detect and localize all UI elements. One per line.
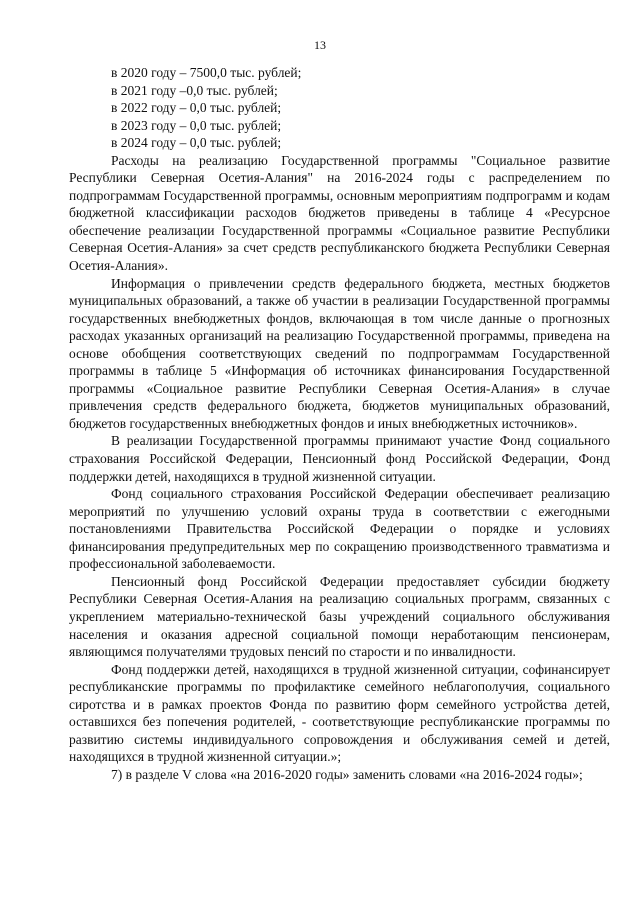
paragraph-participants: В реализации Государственной программы принимают участие Фонд социального страхования Российской Федерации, Пенсионный фонд Российской Федерации, Фонд поддержки детей, находящихся в трудной жизненной ситуации. bbox=[69, 433, 610, 484]
budget-line-2020: в 2020 году – 7500,0 тыс. рублей; bbox=[111, 65, 302, 80]
document-body bbox=[69, 64, 610, 783]
paragraph-children-support-fund: Фонд поддержки детей, находящихся в трудной жизненной ситуации, софинансирует республиканские программы по профилактике семейного неблагополучия, социального сиротства и в рамках проектов Фонда по развитию форм семейного устройства детей, оставшихся без попечения родителей, - соответствующие республиканские программы по развитию системы индивидуального сопровождения и обслуживания семей и детей, находящихся в трудной жизненной ситуации.»; bbox=[69, 661, 610, 765]
paragraph-pension-fund: Пенсионный фонд Российской Федерации предоставляет субсидии бюджету Республики Северная Осетия-Алания на реализацию социальных программ, связанных с укреплением материально-технической базы учреждений социального обслуживания населения и оказания адресной социальной помощи неработающим пенсионерам, являющимся получателями трудовых пенсий по старости и по инвалидности. bbox=[69, 573, 610, 660]
budget-line-2021: в 2021 году –0,0 тыс. рублей; bbox=[111, 82, 278, 98]
budget-line-2023: в 2023 году – 0,0 тыс. рублей; bbox=[111, 117, 282, 133]
budget-line-2022: в 2022 году – 0,0 тыс. рублей; bbox=[111, 100, 282, 116]
paragraph-funding-sources: Информация о привлечении средств федерального бюджета, местных бюджетов муниципальных образований, а также об участии в реализации Государственной программы государственных внебюджетных фондов, включающая в том числе данные о прогнозных расходах указанных организаций на реализацию Государственной программы, приведена на основе обобщения соответствующих сведений по подпрограммам Государственной программы в таблице 5 «Информация об источниках финансирования Государственной программы «Социальное развитие Республики Северная Осетия-Алания» в случае привлечения средств федерального бюджета, бюджетов муниципальных образований, бюджетов государственных внебюджетных фондов и иных внебюджетных источников». bbox=[69, 275, 610, 431]
page-number: 13 bbox=[314, 38, 326, 52]
paragraph-social-insurance-fund: Фонд социального страхования Российской Федерации обеспечивает реализацию мероприятий по улучшению условий охраны труда в соответствии с ежегодными постановлениями Правительства Российской Федерации о порядке и условиях финансирования предупредительных мер по сокращению производственного травматизма и профессиональной заболеваемости. bbox=[69, 486, 610, 572]
budget-line-2024: в 2024 году – 0,0 тыс. рублей; bbox=[111, 135, 282, 151]
paragraph-expenses: Расходы на реализацию Государственной программы "Социальное развитие Республики Северная Осетия-Алания" на 2016-2024 годы с распределением по подпрограммам Государственной программы, основным мероприятиям подпрограмм и кодам бюджетной классификации расходов бюджетов приведены в таблице 4 «Ресурсное обеспечение реализации Государственной программы «Социальное развитие Республики Северная Осетия-Алания» за счет средств республиканского бюджета Республики Северная Осетия-Алания». bbox=[69, 152, 610, 274]
paragraph-section-v-amendment: 7) в разделе V слова «на 2016-2020 годы» заменить словами «на 2016-2024 годы»; bbox=[111, 766, 583, 782]
